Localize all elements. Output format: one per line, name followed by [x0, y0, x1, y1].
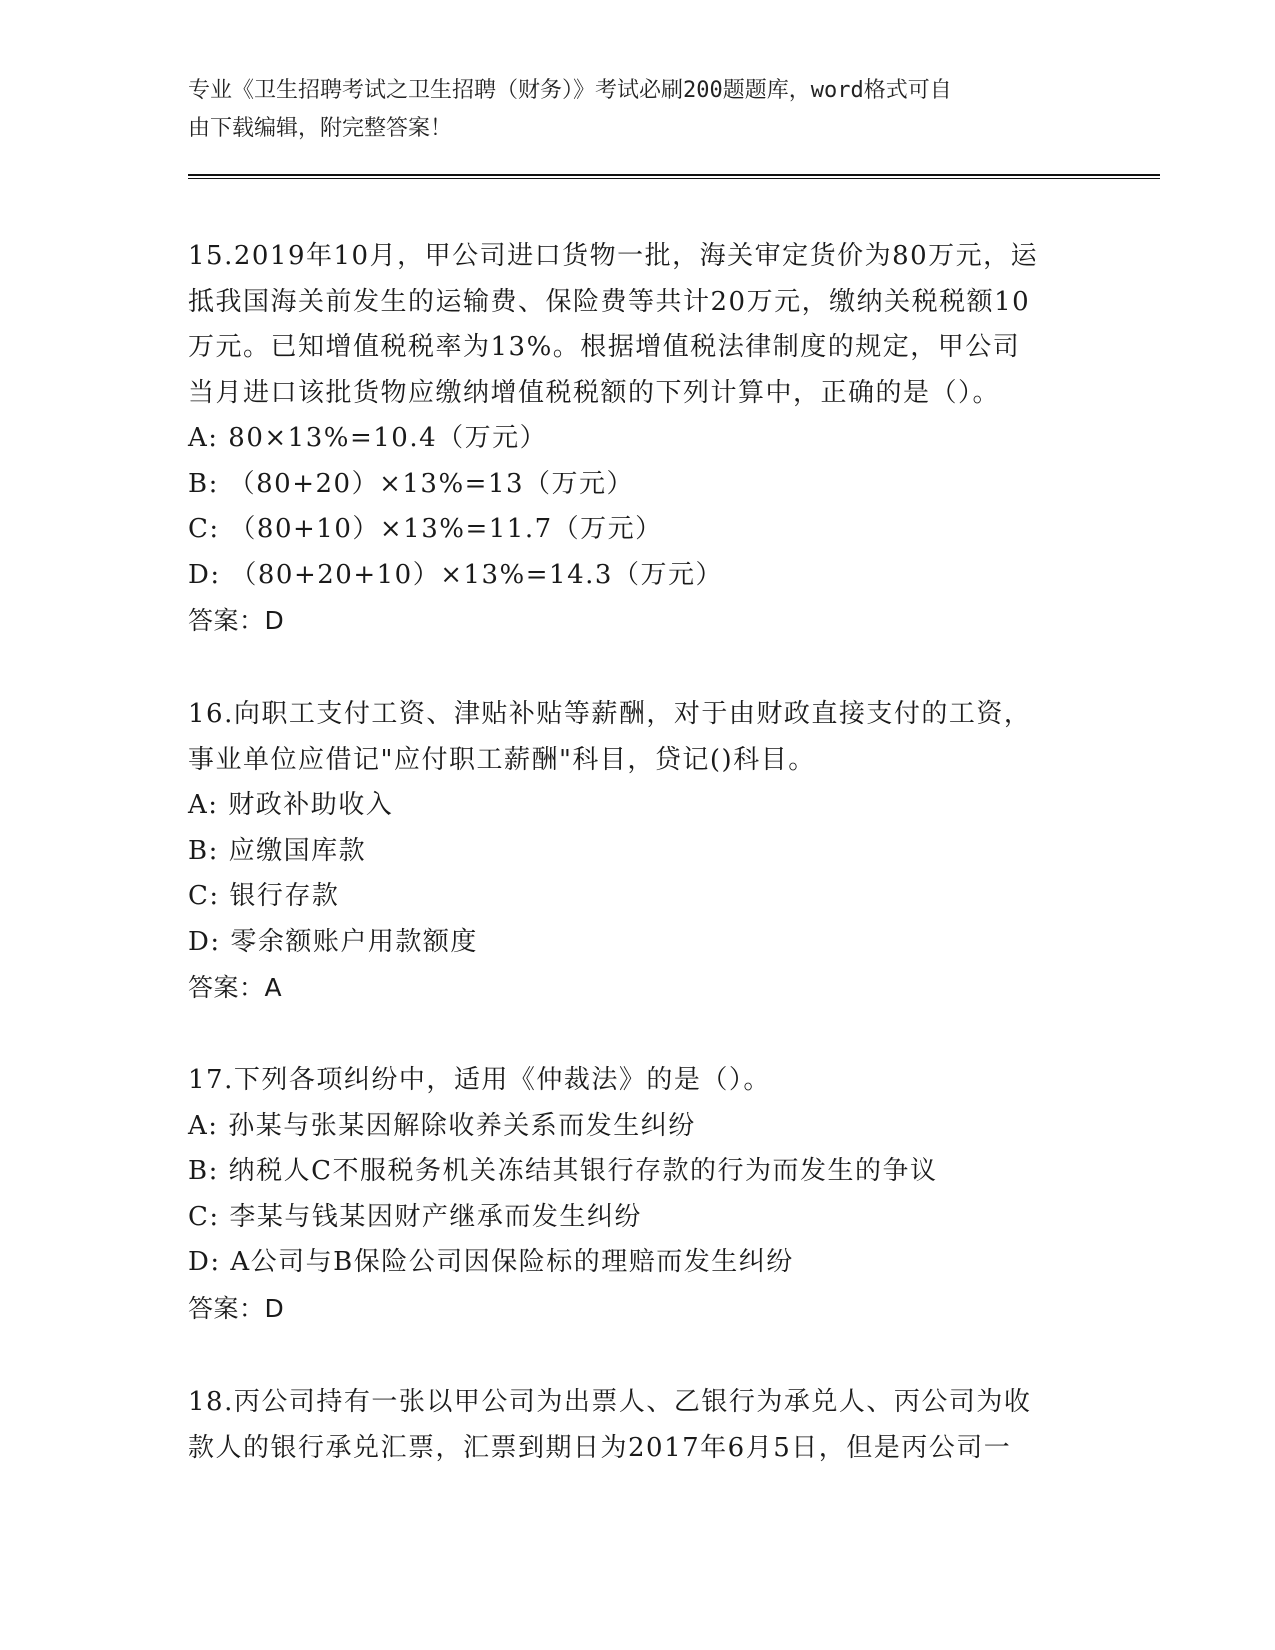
option-a: A: 80×13%=10.4（万元） — [188, 423, 548, 453]
answer-line: 答案：D — [188, 606, 285, 635]
question-16 — [188, 692, 1088, 1011]
question-stem-line: 17.下列各项纠纷中，适用《仲裁法》的是（）。 — [188, 1065, 771, 1095]
answer-line: 答案：A — [188, 973, 283, 1002]
question-stem-line: 事业单位应借记"应付职工薪酬"科目，贷记()科目。 — [188, 744, 816, 775]
question-stem-line: 15.2019年10月，甲公司进口货物一批，海关审定货价为80万元，运 — [188, 241, 1039, 271]
question-stem-line: 款人的银行承兑汇票，汇票到期日为2017年6月5日，但是丙公司一 — [188, 1432, 1012, 1463]
answer-line: 答案：D — [188, 1293, 285, 1323]
option-a: A: 孙某与张某因解除收养关系而发生纠纷 — [188, 1110, 696, 1141]
question-stem-line: 抵我国海关前发生的运输费、保险费等共计20万元，缴纳关税税额10 — [188, 286, 1031, 317]
option-b: B: 纳税人C不服税务机关冻结其银行存款的行为而发生的争议 — [188, 1156, 938, 1186]
question-stem-line: 18.丙公司持有一张以甲公司为出票人、乙银行为承兑人、丙公司为收 — [188, 1387, 1032, 1417]
header-line: 由下载编辑，附完整答案！ — [188, 116, 453, 141]
header-divider — [188, 174, 1160, 179]
option-d: D: A公司与B保险公司因保险标的理赔而发生纠纷 — [188, 1247, 794, 1277]
question-17 — [188, 1058, 1088, 1331]
document-header — [188, 72, 1068, 148]
option-b: B: 应缴国库款 — [188, 835, 367, 866]
option-d: D: 零余额账户用款额度 — [188, 926, 478, 957]
question-stem-line: 万元。已知增值税税率为13%。根据增值税法律制度的规定，甲公司 — [188, 332, 1021, 362]
option-a: A: 财政补助收入 — [188, 790, 394, 820]
header-line: 专业《卫生招聘考试之卫生招聘（财务）》考试必刷200题题库，word格式可自 — [188, 78, 952, 103]
option-c: C: 李某与钱某因财产继承而发生纠纷 — [188, 1201, 642, 1232]
option-d: D: （80+20+10）×13%=14.3（万元） — [188, 559, 723, 590]
question-stem-line: 当月进口该批货物应缴纳增值税税额的下列计算中，正确的是（）。 — [188, 377, 1001, 408]
question-stem-line: 16.向职工支付工资、津贴补贴等薪酬，对于由财政直接支付的工资， — [188, 699, 1032, 729]
question-18 — [188, 1380, 1088, 1471]
option-c: C: （80+10）×13%=11.7（万元） — [188, 514, 663, 544]
question-15 — [188, 234, 1088, 644]
option-b: B: （80+20）×13%=13（万元） — [188, 468, 635, 499]
option-c: C: 银行存款 — [188, 881, 340, 911]
